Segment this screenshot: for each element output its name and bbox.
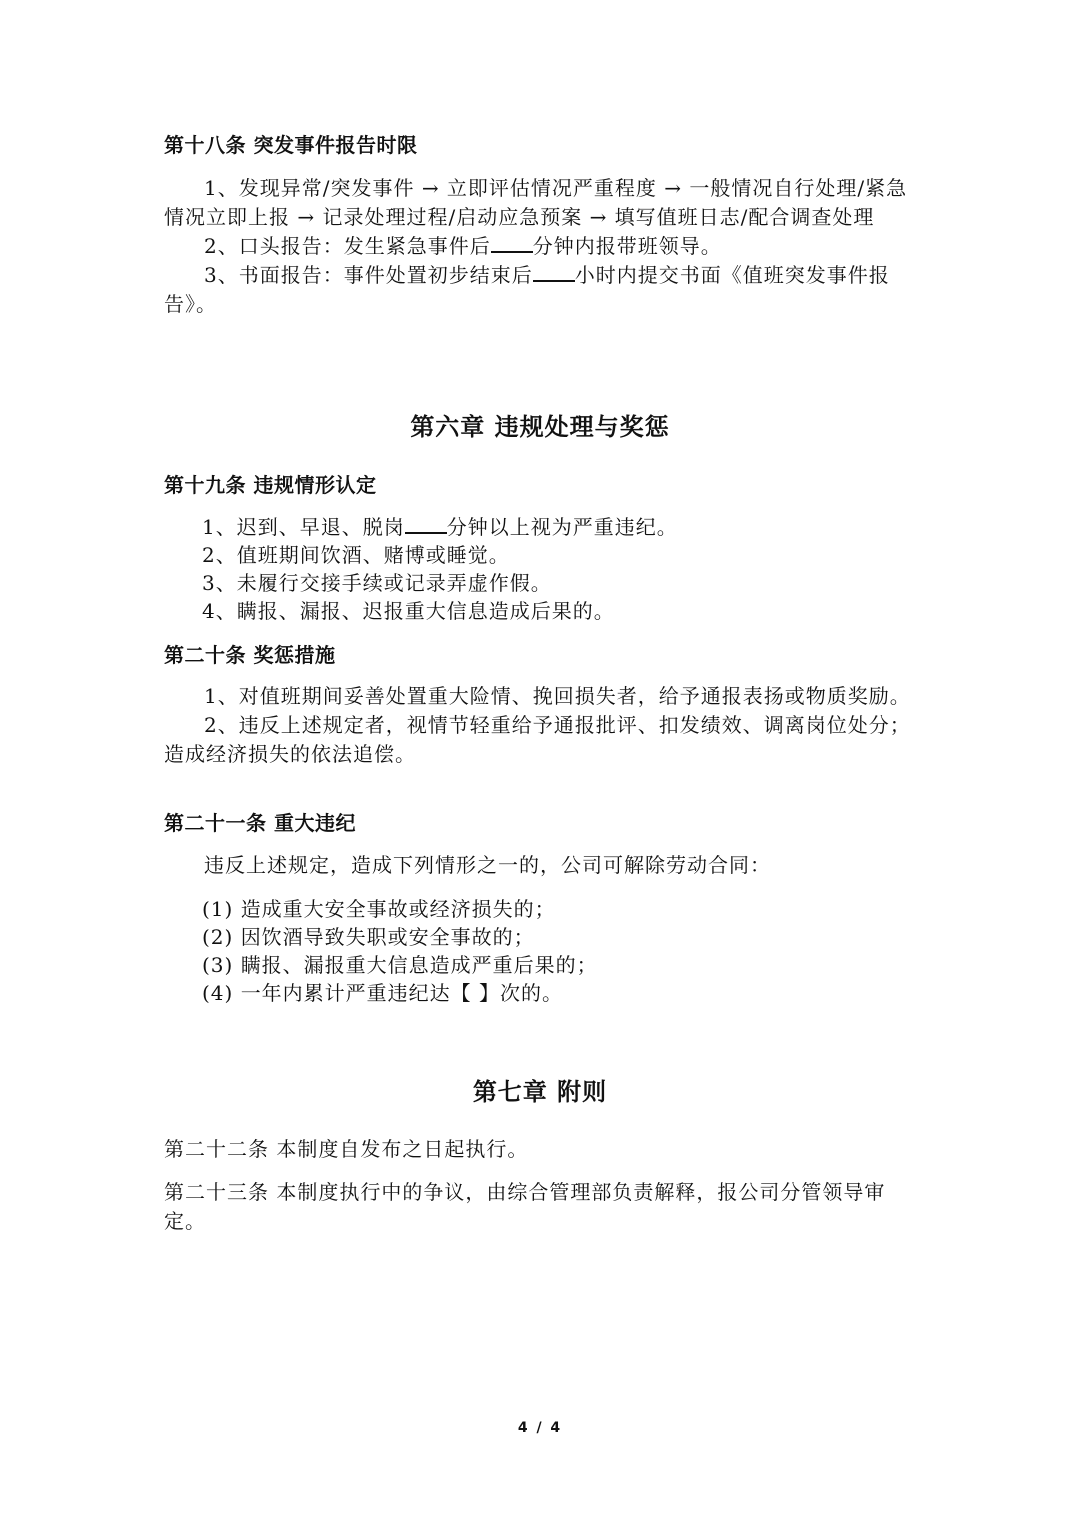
article-21 (164, 808, 914, 838)
article-18-item-2: 2、口头报告：发生紧急事件后 分钟内报带班领导。 (204, 234, 722, 258)
article-21-item-1: (1) 造成重大安全事故或经济损失的； (202, 897, 556, 921)
article-18-body (164, 174, 914, 319)
article-18 (164, 130, 914, 160)
article-19-body (164, 513, 914, 625)
article-20-body (164, 682, 914, 769)
article-21-item-4: (4) 一年内累计严重违纪达【 】次的。 (202, 981, 564, 1005)
blank-minutes-late (405, 516, 447, 534)
article-20-item-1: 1、对值班期间妥善处置重大险情、挽回损失者，给予通报表扬或物质奖励。 (204, 684, 911, 708)
page-number: 4 / 4 (517, 1420, 563, 1436)
article-20-item-2: 2、违反上述规定者，视情节轻重给予通报批评、扣发绩效、调离岗位处分；造成经济损失的依法追偿。 (164, 713, 911, 766)
article-23 (164, 1178, 914, 1236)
article-20 (164, 640, 914, 670)
blank-minutes (491, 235, 533, 253)
article-23-text: 第二十三条 本制度执行中的争议，由综合管理部负责解释，报公司分管领导审定。 (164, 1180, 886, 1233)
chapter-7-title: 第七章 附则 (472, 1078, 608, 1106)
article-19-item-1: 1、迟到、早退、脱岗 分钟以上视为严重违纪。 (202, 515, 678, 539)
article-21-list (164, 895, 914, 1007)
article-18-item-3: 3、书面报告：事件处置初步结束后 小时内提交书面《值班突发事件报告》。 (164, 263, 890, 316)
chapter-6-title: 第六章 违规处理与奖惩 (410, 413, 670, 441)
article-22-text: 第二十二条 本制度自发布之日起执行。 (164, 1137, 529, 1161)
article-19-item-3: 3、未履行交接手续或记录弄虚作假。 (202, 571, 552, 595)
article-21-intro (164, 851, 914, 880)
article-21-title: 第二十一条 重大违纪 (164, 811, 356, 835)
blank-hours (533, 264, 575, 282)
article-19 (164, 470, 914, 500)
article-21-item-3: (3) 瞒报、漏报重大信息造成严重后果的； (202, 953, 598, 977)
article-22 (164, 1135, 914, 1164)
article-20-title: 第二十条 奖惩措施 (164, 643, 336, 667)
article-18-title: 第十八条 突发事件报告时限 (164, 133, 418, 157)
article-19-item-2: 2、值班期间饮酒、赌博或睡觉。 (202, 543, 510, 567)
article-21-intro-text: 违反上述规定，造成下列情形之一的，公司可解除劳动合同： (204, 853, 771, 877)
article-21-item-2: (2) 因饮酒导致失职或安全事故的； (202, 925, 535, 949)
article-19-item-4: 4、瞒报、漏报、迟报重大信息造成后果的。 (202, 599, 615, 623)
article-19-title: 第十九条 违规情形认定 (164, 473, 377, 497)
article-18-item-1: 1、发现异常/突发事件 → 立即评估情况严重程度 → 一般情况自行处理/紧急情况立即上报 → 记录处理过程/启动应急预案 → 填写值班日志/配合调查处理 (164, 176, 908, 229)
